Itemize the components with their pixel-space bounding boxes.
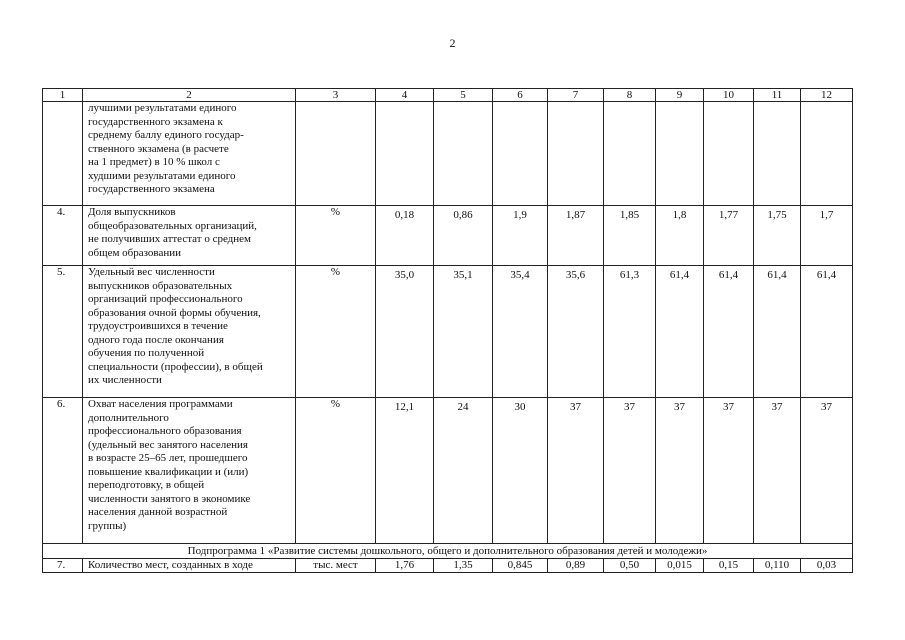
page-number: 2 — [449, 36, 456, 50]
indicator-name-line: не получивших аттестат о среднем — [88, 233, 252, 245]
unit-cell: % — [296, 266, 376, 398]
table-row — [43, 206, 853, 266]
indicator-name — [83, 398, 296, 544]
table-row — [43, 559, 853, 573]
value-cell: 37 — [656, 398, 704, 544]
row-number — [43, 102, 83, 206]
unit-cell — [296, 102, 376, 206]
value-cell: 37 — [754, 398, 801, 544]
header-cell: 11 — [754, 89, 801, 102]
indicator-name-line: выпускников образовательных — [88, 279, 233, 292]
value-cell: 0,86 — [434, 206, 493, 266]
indicator-name-line: трудоустроившихся в течение — [88, 320, 228, 332]
table-row — [43, 266, 853, 398]
value-cell: 1,77 — [704, 206, 754, 266]
value-cell: 35,1 — [434, 266, 493, 398]
value-cell — [704, 102, 754, 206]
value-cell — [604, 102, 656, 206]
value-cell: 1,75 — [754, 206, 801, 266]
value-cell: 35,4 — [493, 266, 548, 398]
indicator-name — [83, 102, 296, 206]
row-number: 6. — [43, 398, 83, 544]
value-cell — [801, 102, 853, 206]
value-cell: 0,89 — [548, 559, 604, 573]
value-cell: 24 — [434, 398, 493, 544]
value-cell: 61,4 — [704, 266, 754, 398]
indicator-name-line: населения данной возрастной — [88, 506, 228, 518]
indicator-name-line: обучения по полученной — [88, 347, 205, 359]
value-cell: 37 — [548, 398, 604, 544]
value-cell — [493, 102, 548, 206]
indicator-name-line: дополнительного — [88, 411, 169, 424]
value-cell: 61,3 — [604, 266, 656, 398]
value-cell: 0,015 — [656, 559, 704, 573]
value-cell: 1,76 — [376, 559, 434, 573]
value-cell: 0,845 — [493, 559, 548, 573]
row-number: 4. — [43, 206, 83, 266]
value-cell: 37 — [704, 398, 754, 544]
indicator-name-line: группы) — [88, 519, 127, 532]
value-cell: 35,0 — [376, 266, 434, 398]
header-cell: 7 — [548, 89, 604, 102]
indicator-name-line: в возрасте 25–65 лет, прошедшего — [88, 452, 248, 464]
value-cell — [376, 102, 434, 206]
value-cell: 1,87 — [548, 206, 604, 266]
table-row — [43, 398, 853, 544]
indicator-name-line: Удельный вес численности — [88, 266, 215, 278]
indicator-name-line: худшими результатами единого — [88, 169, 236, 182]
indicator-name-line: среднему баллу единого государ- — [88, 129, 244, 141]
indicator-name-line: Доля выпускников — [88, 206, 176, 218]
indicator-name: Количество мест, созданных в ходе — [83, 559, 296, 573]
indicator-name-line: ственного экзамена (в расчете — [88, 142, 229, 155]
unit-cell: тыс. мест — [296, 559, 376, 573]
indicator-name-line: специальности (профессии), в общей — [88, 360, 263, 373]
indicator-name — [83, 266, 296, 398]
indicator-name-line: лучшими результатами единого — [88, 102, 237, 114]
indicator-name-line: профессионального образования — [88, 425, 242, 437]
unit-cell: % — [296, 206, 376, 266]
indicator-name-line: переподготовку, в общей — [88, 479, 205, 491]
table-row — [43, 102, 853, 206]
header-cell: 4 — [376, 89, 434, 102]
value-cell: 1,35 — [434, 559, 493, 573]
indicator-name-line: одного года после окончания — [88, 333, 224, 346]
header-cell: 8 — [604, 89, 656, 102]
value-cell: 61,4 — [801, 266, 853, 398]
header-cell: 1 — [43, 89, 83, 102]
value-cell: 0,110 — [754, 559, 801, 573]
value-cell: 30 — [493, 398, 548, 544]
subprogram-row — [43, 544, 853, 559]
row-number: 5. — [43, 266, 83, 398]
indicator-name-line: численности занятого в экономике — [88, 492, 251, 505]
header-row — [43, 89, 853, 102]
subprogram-title: Подпрограмма 1 «Развитие системы дошкольного, общего и дополнительного образования детей и молодежи» — [43, 544, 853, 559]
indicator-name-line: образования очной формы обучения, — [88, 306, 261, 319]
value-cell — [548, 102, 604, 206]
value-cell: 0,18 — [376, 206, 434, 266]
indicator-name-line: на 1 предмет) в 10 % школ с — [88, 156, 220, 168]
value-cell: 37 — [604, 398, 656, 544]
value-cell: 1,8 — [656, 206, 704, 266]
value-cell: 1,7 — [801, 206, 853, 266]
value-cell: 1,9 — [493, 206, 548, 266]
value-cell — [434, 102, 493, 206]
value-cell: 12,1 — [376, 398, 434, 544]
value-cell: 61,4 — [656, 266, 704, 398]
header-cell: 10 — [704, 89, 754, 102]
value-cell: 0,03 — [801, 559, 853, 573]
indicator-name-line: государственного экзамена к — [88, 115, 223, 128]
value-cell — [656, 102, 704, 206]
indicator-name-line: организаций профессионального — [88, 293, 243, 305]
header-cell: 9 — [656, 89, 704, 102]
indicator-name-line: общеобразовательных организаций, — [88, 219, 257, 232]
indicator-name-line: Охват населения программами — [88, 398, 233, 410]
header-cell: 5 — [434, 89, 493, 102]
value-cell: 1,85 — [604, 206, 656, 266]
indicator-name-line: государственного экзамена — [88, 183, 215, 195]
header-cell: 12 — [801, 89, 853, 102]
indicator-name-line: их численности — [88, 374, 162, 386]
indicator-name-line: (удельный вес занятого населения — [88, 438, 248, 451]
value-cell: 61,4 — [754, 266, 801, 398]
indicator-name-line: общем образовании — [88, 246, 182, 259]
value-cell: 0,15 — [704, 559, 754, 573]
value-cell: 37 — [801, 398, 853, 544]
value-cell — [754, 102, 801, 206]
indicator-name-line: повышение квалификации и (или) — [88, 465, 249, 478]
header-cell: 2 — [83, 89, 296, 102]
indicators-table — [42, 88, 853, 573]
value-cell: 35,6 — [548, 266, 604, 398]
value-cell: 0,50 — [604, 559, 656, 573]
indicator-name — [83, 206, 296, 266]
row-number: 7. — [43, 559, 83, 573]
header-cell: 3 — [296, 89, 376, 102]
header-cell: 6 — [493, 89, 548, 102]
unit-cell: % — [296, 398, 376, 544]
